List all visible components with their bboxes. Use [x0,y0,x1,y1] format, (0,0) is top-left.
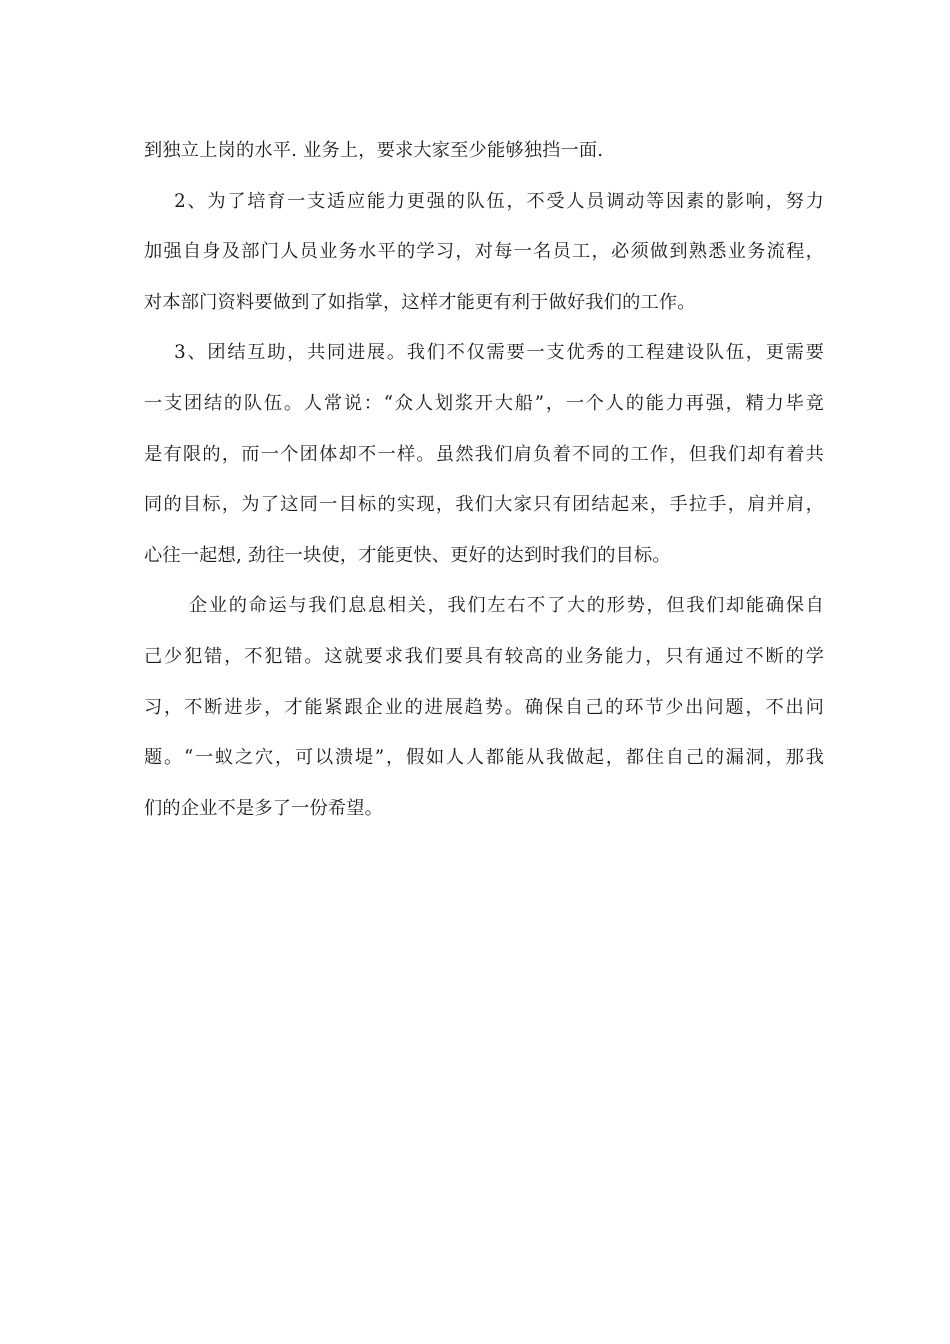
paragraph-line: 们的企业不是多了一份希望。 [144,797,384,819]
paragraph-line: 一支团结的队伍。人常说：“众人划浆开大船”，一个人的能力再强，精力毕竟 [144,392,824,414]
body-text [144,126,824,834]
paragraph-3 [144,328,824,581]
paragraph-line: 心往一起想, 劲往一块使，才能更快、更好的达到时我们的目标。 [144,544,671,566]
paragraph-2 [144,177,824,329]
paragraph-4 [144,581,824,834]
paragraph-line: 对本部门资料要做到了如指掌，这样才能更有利于做好我们的工作。 [144,291,696,313]
paragraph-line: 3、团结互助，共同进展。我们不仅需要一支优秀的工程建设队伍，更需要 [144,342,824,364]
paragraph-line: 题。“一蚁之穴，可以溃堤”，假如人人都能从我做起，都住自己的漏洞，那我 [144,747,824,769]
paragraph-line: 企业的命运与我们息息相关，我们左右不了大的形势，但我们却能确保自 [144,595,824,617]
paragraph-line: 是有限的，而一个团体却不一样。虽然我们肩负着不同的工作，但我们却有着共 [144,443,824,465]
paragraph-line: 到独立上岗的水平. 业务上，要求大家至少能够独挡一面. [144,140,604,161]
paragraph-line: 2、为了培育一支适应能力更强的队伍，不受人员调动等因素的影响，努力 [144,190,824,212]
paragraph-line: 习，不断进步，才能紧跟企业的进展趋势。确保自己的环节少出问题，不出问 [144,696,824,718]
paragraph-line: 加强自身及部门人员业务水平的学习，对每一名员工，必须做到熟悉业务流程， [144,241,824,263]
paragraph-line: 同的目标，为了这同一目标的实现，我们大家只有团结起来，手拉手，肩并肩， [144,494,824,516]
paragraph-1 [144,126,824,177]
paragraph-line: 己少犯错，不犯错。这就要求我们要具有较高的业务能力，只有通过不断的学 [144,645,824,667]
